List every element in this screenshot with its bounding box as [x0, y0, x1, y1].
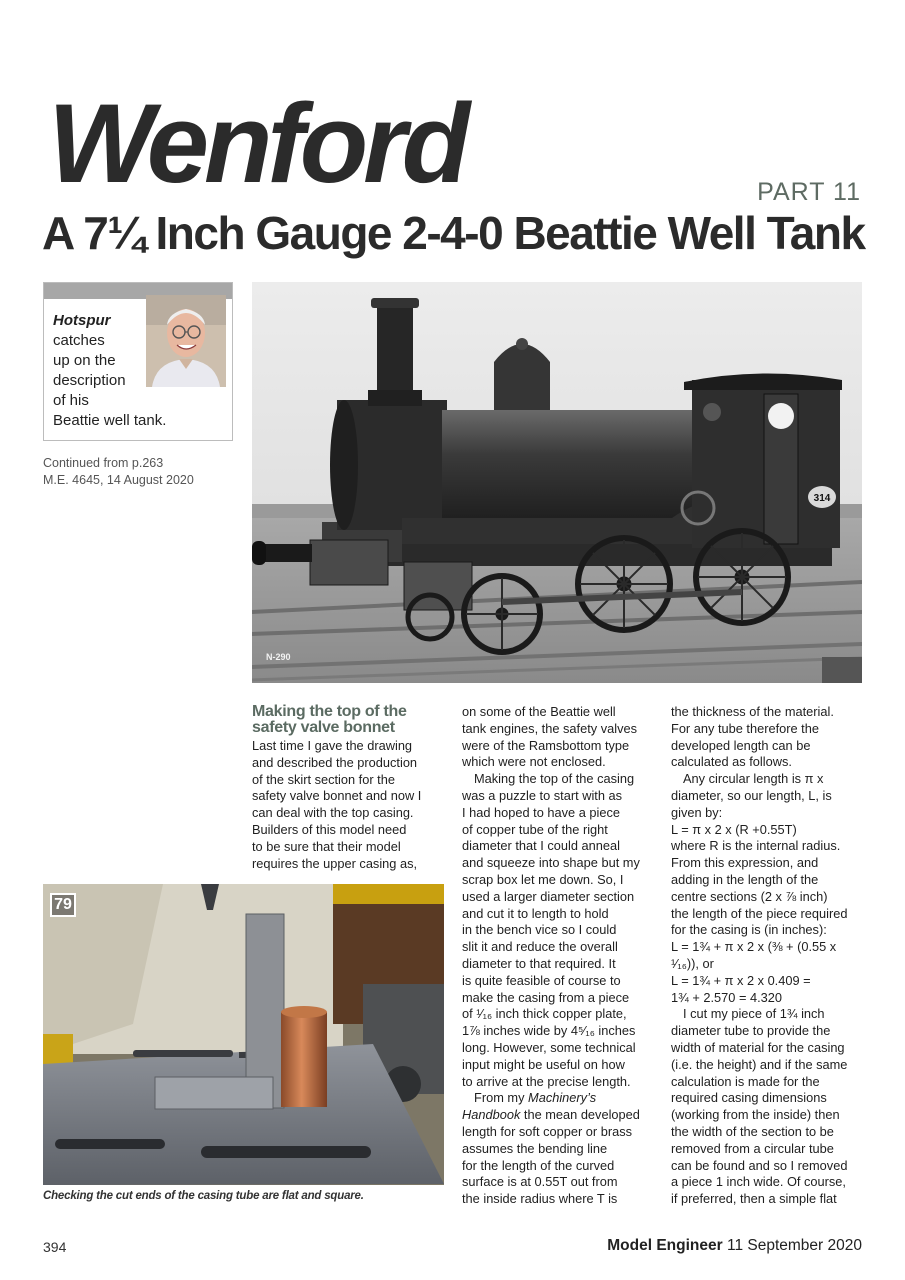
text-line: calculated as follows.: [671, 754, 792, 770]
article-column-3: [671, 704, 864, 1208]
text-line: the thickness of the material.: [671, 704, 834, 719]
text-line: where R is the internal radius.: [671, 838, 841, 854]
text-line: diameter to that required. It: [462, 955, 616, 971]
text-line: in the bench vice so I could: [462, 922, 617, 938]
footer-credit: [607, 1237, 862, 1255]
author-name: Hotspur: [53, 312, 111, 329]
text-line: (i.e. the height) and if the same: [671, 1056, 848, 1072]
text-line: the inside radius where T is: [462, 1191, 618, 1207]
text-line: [462, 1090, 655, 1107]
text-line: the length of the piece required: [671, 905, 848, 921]
book-title: Machinery’s: [528, 1090, 597, 1106]
figure-number: 79: [50, 893, 76, 917]
intro-line: of his: [53, 392, 89, 409]
magazine-name: Model Engineer: [607, 1237, 723, 1254]
continued-note: [43, 455, 194, 489]
text-line: requires the upper casing as,: [252, 855, 418, 871]
text-line: removed from a circular tube: [671, 1140, 834, 1156]
text-line: (working from the inside) then: [671, 1107, 840, 1123]
text-line: input might be useful on how: [462, 1056, 625, 1072]
text-line: Making the top of the casing: [474, 771, 635, 787]
text-line: long. However, some technical: [462, 1039, 636, 1055]
text-line: and squeeze into shape but my: [462, 855, 640, 871]
text-line: For any tube therefore the: [671, 720, 819, 736]
page-number: 394: [43, 1239, 67, 1255]
text-line: scrap box let me down. So, I: [462, 871, 624, 887]
text-line: can deal with the top casing.: [252, 805, 414, 821]
locomotive-photo: [252, 282, 862, 683]
text-line: if preferred, then a simple flat: [671, 1191, 837, 1207]
text-line: I cut my piece of 1¾ inch: [683, 1006, 825, 1022]
intro-text: [53, 311, 166, 431]
text-line: tank engines, the safety valves: [462, 720, 637, 736]
section-heading: [252, 704, 445, 736]
text-line: for the length of the curved: [462, 1157, 615, 1173]
text-line: were of the Ramsbottom type: [462, 737, 630, 753]
text-line: of the skirt section for the: [252, 771, 395, 787]
text-line: make the casing from a piece: [462, 989, 630, 1005]
intro-line: description: [53, 372, 126, 389]
text-line: Builders of this model need: [252, 821, 407, 837]
text-line: required casing dimensions: [671, 1090, 827, 1106]
text-line: I had hoped to have a piece: [462, 804, 620, 820]
intro-line: up on the: [53, 352, 116, 369]
text-line: on some of the Beattie well: [462, 704, 616, 719]
formula-line: L = 1¾ + π x 2 x (⅜ + (0.55 x: [671, 939, 837, 955]
text-line: [462, 1107, 655, 1124]
text-line: of copper tube of the right: [462, 821, 608, 837]
text-line: which were not enclosed.: [462, 754, 606, 770]
text-line: Last time I gave the drawing: [252, 738, 413, 753]
part-label: PART 11: [757, 178, 861, 206]
text-line: diameter, so our length, L, is: [671, 787, 832, 803]
text-line: safety valve bonnet and now I: [252, 788, 422, 804]
previous-issue: M.E. 4645, 14 August 2020: [43, 473, 194, 487]
figure-caption: Checking the cut ends of the casing tube are flat and square.: [43, 1190, 364, 1202]
formula-line: ¹⁄₁₆)), or: [671, 955, 714, 971]
section-heading-line: Making the top of the: [252, 703, 407, 720]
text-line: From this expression, and: [671, 855, 819, 871]
text-line: and described the production: [252, 754, 418, 770]
text-line: given by:: [671, 804, 723, 820]
text-line: calculation is made for the: [671, 1073, 820, 1089]
text-line: can be found and so I removed: [671, 1157, 848, 1173]
formula-line: 1¾ + 2.570 = 4.320: [671, 989, 783, 1005]
text-line: slit it and reduce the overall: [462, 939, 618, 955]
continued-from: Continued from p.263: [43, 456, 164, 470]
article-column-1: [252, 704, 445, 872]
intro-line: catches: [53, 332, 105, 349]
text-fragment: From my: [474, 1090, 525, 1106]
plate-number: 314: [813, 493, 831, 504]
text-line: the width of the section to be: [671, 1123, 834, 1139]
text-line: length for soft copper or brass: [462, 1123, 633, 1139]
text-line: of ¹⁄₁₆ inch thick copper plate,: [462, 1006, 627, 1022]
text-line: to arrive at the precise length.: [462, 1073, 631, 1089]
figure-79-photo: [43, 884, 444, 1185]
text-line: 1⅞ inches wide by 4⁵⁄₁₆ inches: [462, 1023, 636, 1039]
locomotive-illustration: [252, 282, 862, 683]
formula-line: L = 1¾ + π x 2 x 0.409 =: [671, 972, 811, 988]
text-line: assumes the bending line: [462, 1140, 608, 1156]
text-line: used a larger diameter section: [462, 888, 635, 904]
issue-date: 11 September 2020: [726, 1237, 862, 1254]
text-line: diameter that I could anneal: [462, 838, 620, 854]
intro-line: Beattie well tank.: [53, 412, 167, 429]
text-line: was a puzzle to start with as: [462, 787, 623, 803]
text-line: and cut it to length to hold: [462, 905, 609, 921]
formula-line: L = π x 2 x (R +0.55T): [671, 821, 797, 837]
text-line: is quite feasible of course to: [462, 972, 621, 988]
article-subtitle: A 7¼ Inch Gauge 2-4-0 Beattie Well Tank: [42, 207, 865, 259]
text-line: Any circular length is π x: [683, 771, 824, 787]
text-line: developed length can be: [671, 737, 811, 753]
text-line: a piece 1 inch wide. Of course,: [671, 1174, 846, 1190]
paragraph: [252, 738, 445, 872]
intro-box: [43, 282, 233, 441]
text-line: centre sections (2 x ⅞ inch): [671, 888, 828, 904]
article-title: Wenford: [48, 81, 466, 206]
section-heading-line: safety valve bonnet: [252, 719, 395, 736]
text-fragment: the mean developed: [523, 1107, 640, 1123]
text-line: surface is at 0.55T out from: [462, 1174, 618, 1190]
article-column-2: [462, 704, 655, 1208]
text-line: to be sure that their model: [252, 838, 401, 854]
text-line: for the casing is (in inches):: [671, 922, 827, 938]
book-title: Handbook: [462, 1107, 521, 1123]
text-line: adding in the length of the: [671, 871, 819, 887]
workbench-illustration: [43, 884, 444, 1185]
text-line: diameter tube to provide the: [671, 1023, 831, 1039]
text-line: width of material for the casing: [671, 1039, 845, 1055]
negative-label: N-290: [266, 652, 291, 662]
